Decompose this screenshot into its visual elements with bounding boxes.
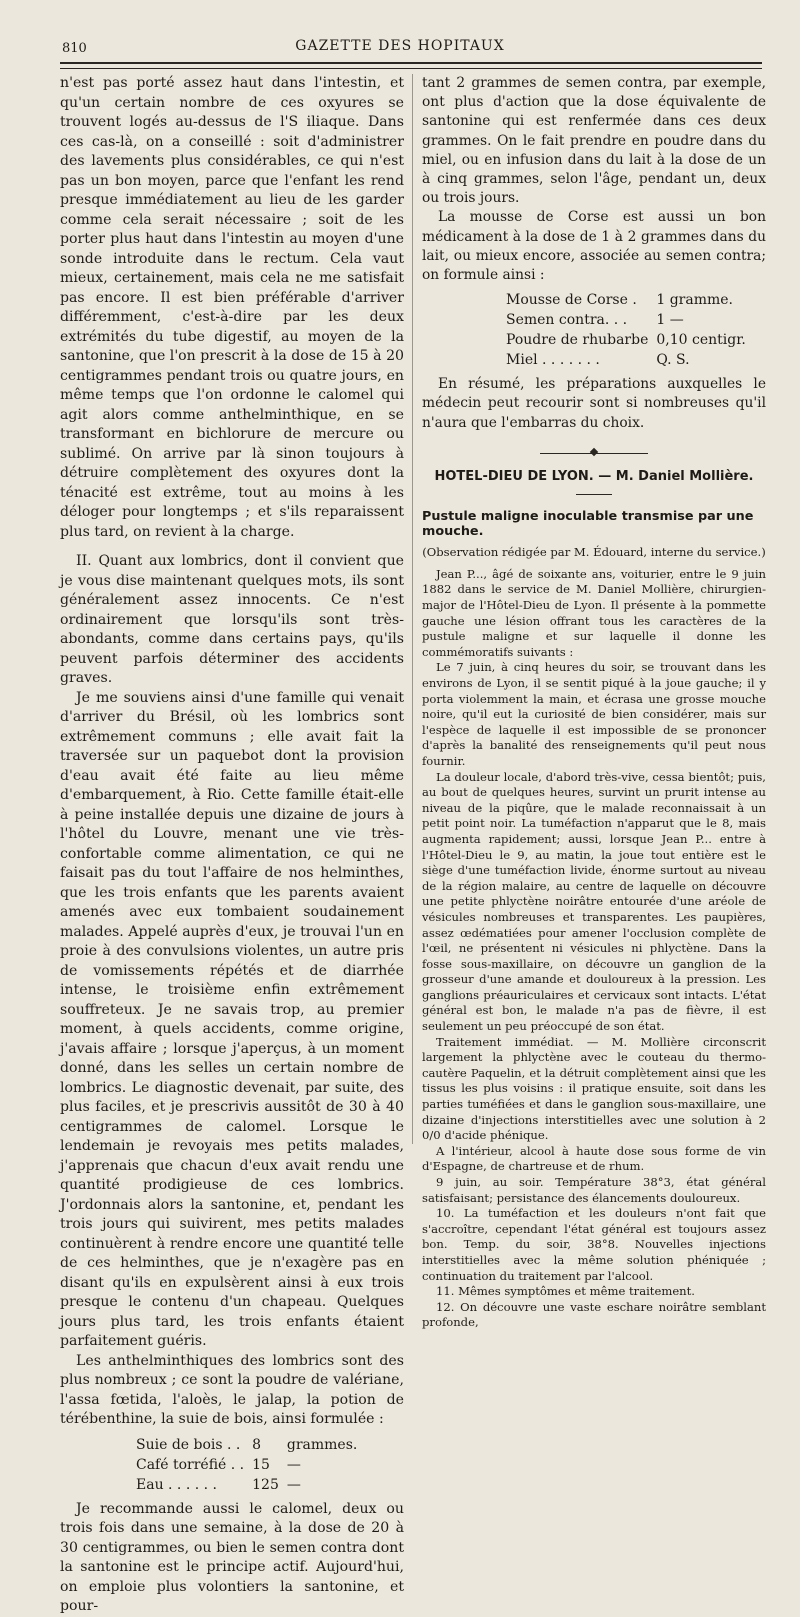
formula-row bbox=[506, 350, 746, 370]
formula-row bbox=[506, 310, 746, 330]
section-separator bbox=[422, 443, 766, 463]
running-title: GAZETTE DES HOPITAUX bbox=[295, 38, 505, 54]
right-column bbox=[422, 74, 766, 1331]
article-paragraph: La douleur locale, d'abord très-vive, cessa bientôt; puis, au bout de quelques heures, survint un prurit intense au niveau de la piqûre, que le malade reconnaissait à un petit point noir. La tuméfaction n'apparut que le 8, mais augmenta rapidement; aussi, lorsque Jean P... entre à l'Hôtel-Dieu le 9, au matin, la joue tout entière est le siège d'une tuméfaction livide, énorme surtout au niveau de la région malaire, au centre de laquelle on découvre une petite phlyctène noirâtre entourée d'une aréole de vésicules nombreuses et transparentes. Les paupières, assez œdématiées pour amener l'occlusion complète de l'œil, ne présentent ni vésicules ni phlyctène. Dans la fosse sous-maxillaire, on découvre un ganglion de la grosseur d'une amande et douloureux à la pression. Les ganglions préauriculaires et cervicaux sont intacts. L'état général est bon, le malade n'a pas de fièvre, il est seulement un peu préoccupé de son état. bbox=[422, 769, 766, 1034]
formula-row bbox=[506, 290, 746, 310]
formula-item: Café torréfié . . bbox=[136, 1456, 245, 1473]
heading-rule bbox=[576, 494, 612, 495]
left-paragraph-1: n'est pas porté assez haut dans l'intestin, et qu'un certain nombre de ces oxyures se trouvent logés au-dessus de l'S iliaque. Dans ces cas-là, on a conseillé : soit d'administrer des lavements plus considérables, ce qui n'est pas un bon moyen, parce que l'enfant les rend presque immédiatement au lieu de les garder comme cela serait nécessaire ; soit de les porter plus haut dans l'intestin au moyen d'une sonde introduite dans le rectum. Cela vaut mieux, certainement, mais cela ne me satisfait pas encore. Il est bien préférable d'arriver différemment, c'est-à-dire par les deux extrémités du tube digestif, au moyen de la santonine, que l'on prescrit à la dose de 15 à 20 centigrammes pendant trois ou quatre jours, en même temps que l'on ordonne le calomel qui agit alors comme anthelminthique, en se transformant en bichlorure de mercure ou sublimé. On arrive par là sinon toujours à détruire complètement des oxyures dont la ténacité est extrême, tout au moins à les déloger pour longtemps ; et s'ils reparaissent plus tard, on revient à la charge. bbox=[60, 75, 404, 540]
column-divider bbox=[412, 74, 413, 1144]
formula-item: Miel . . . . . . . bbox=[506, 352, 600, 369]
formula-row bbox=[136, 1435, 357, 1455]
observation-note: (Observation rédigée par M. Édouard, interne du service.) bbox=[422, 544, 766, 559]
article-paragraph: 11. Mêmes symptômes et même traitement. bbox=[436, 1284, 695, 1299]
formula-item: Suie de bois . . bbox=[136, 1436, 241, 1453]
right-paragraph-2: La mousse de Corse est aussi un bon médicament à la dose de 1 à 2 grammes dans du lait, ou mieux encore, associée au semen contra; on formule ainsi : bbox=[422, 209, 766, 284]
formula-suie bbox=[136, 1435, 357, 1495]
formula-qty: 15 bbox=[252, 1456, 270, 1473]
section-heading: HOTEL-DIEU DE LYON. — M. Daniel Mollière. bbox=[434, 468, 754, 484]
right-paragraph-3: En résumé, les préparations auxquelles le médecin peut recourir sont si nombreuses qu'il n'aura que l'embarras du choix. bbox=[422, 376, 766, 431]
right-paragraph-1: tant 2 grammes de semen contra, par exemple, ont plus d'action que la dose équivalente de santonine qui est renfermée dans ces deux grammes. On le fait prendre en poudre dans du miel, ou en infusion dans du lait à la dose de un à cinq grammes, selon l'âge, pendant un, deux ou trois jours. bbox=[422, 75, 766, 207]
article-title: Pustule maligne inoculable transmise par une mouche. bbox=[422, 508, 754, 539]
article-paragraph: Le 7 juin, à cinq heures du soir, se trouvant dans les environs de Lyon, il se sentit piqué à la joue gauche; il y porta violemment la main, et écrasa une grosse mouche noire, qu'il eut la curiosité de bien considérer, mais sur l'espèce de laquelle il est impossible de se prononcer d'après la banalité des renseignements qu'il peut nous fournir. bbox=[422, 660, 766, 768]
left-paragraph-2: II. Quant aux lombrics, dont il convient que je vous dise maintenant quelques mots, ils sont généralement assez innocents. Ce n'est ordinairement que lorsqu'ils sont très-abondants, comme dans certains pays, qu'ils peuvent parfois déterminer des accidents graves. bbox=[60, 553, 404, 686]
formula-item: Eau . . . . . . bbox=[136, 1476, 217, 1493]
article-paragraph: 9 juin, au soir. Température 38°3, état général satisfaisant; persistance des élancements douloureux. bbox=[422, 1175, 766, 1205]
formula-qty: 1 — bbox=[656, 312, 684, 329]
formula-qty: 1 gramme. bbox=[656, 292, 734, 309]
page-number: 810 bbox=[62, 41, 87, 56]
article-paragraph: Jean P..., âgé de soixante ans, voiturier, entre le 9 juin 1882 dans le service de M. Daniel Mollière, chirurgien-major de l'Hôtel-Dieu de Lyon. Il présente à la pommette gauche une lésion offrant tous les caractères de la pustule maligne et sur laquelle il donne les commémoratifs suivants : bbox=[422, 566, 766, 659]
formula-row bbox=[136, 1455, 357, 1475]
left-paragraph-5: Je recommande aussi le calomel, deux ou trois fois dans une semaine, à la dose de 20 à 30 centigrammes, ou bien le semen contra dont la santonine est le principe actif. Aujourd'hui, on emploie plus volontiers la santonine, et pour- bbox=[60, 1500, 404, 1614]
formula-row bbox=[506, 330, 746, 350]
header-rule bbox=[60, 62, 762, 69]
left-paragraph-3: Je me souviens ainsi d'une famille qui venait d'arriver du Brésil, où les lombrics sont extrêmement communs ; elle avait fait la traversée sur un paquebot dont la provision d'eau avait été faite au lieu même d'embarquement, à Rio. Cette famille était-elle à peine installée depuis une dizaine de jours à l'hôtel du Louvre, menant une vie très-confortable comme alimentation, ce qui ne faisait pas du tout l'affaire de nos helminthes, que les trois enfants que les parents avaient amenés avec eux tombaient soudainement malades. Appelé auprès d'eux, je trouvai l'un en proie à des convulsions violentes, un autre pris de vomissements répétés et de diarrhée intense, le troisième enfin extrêmement souffreteux. Je ne savais trop, au premier moment, à quels accidents, comme origine, j'avais affaire ; lorsque j'aperçus, à un moment donné, dans les selles un certain nombre de lombrics. Le diagnostic devenait, par suite, des plus faciles, et je prescrivis aussitôt de 30 à 40 centigrammes de calomel. Lorsque le lendemain je revoyais mes petits malades, j'apprenais que chacun d'eux avait rendu une quantité prodigieuse de ces lombrics. J'ordonnais alors la santonine, et, pendant les trois jours qui suivirent, mes petits malades continuèrent à rendre encore une quantité telle de ces helminthes, que je n'exagère pas en disant qu'ils en expulsèrent ainsi à eux trois presque le contenu d'un chapeau. Quelques jours plus tard, les trois enfants étaient parfaitement guéris. bbox=[60, 689, 404, 1349]
formula-mousse bbox=[506, 290, 746, 370]
formula-unit: grammes. bbox=[286, 1436, 358, 1453]
formula-qty: Q. S. bbox=[656, 352, 690, 369]
formula-qty: 8 bbox=[252, 1436, 262, 1453]
left-column bbox=[60, 74, 404, 1617]
formula-item: Poudre de rhubarbe bbox=[506, 332, 649, 349]
formula-unit: — bbox=[286, 1476, 301, 1493]
article-paragraph: 12. On découvre une vaste eschare noirâtre semblant profonde, bbox=[422, 1299, 766, 1330]
formula-item: Mousse de Corse . bbox=[506, 292, 637, 309]
separator-ornament bbox=[590, 448, 598, 456]
formula-unit: — bbox=[286, 1456, 301, 1473]
formula-item: Semen contra. . . bbox=[506, 312, 628, 329]
formula-row bbox=[136, 1475, 357, 1495]
article-paragraph: A l'intérieur, alcool à haute dose sous forme de vin d'Espagne, de chartreuse et de rhum. bbox=[422, 1143, 766, 1174]
article-paragraph: Traitement immédiat. — M. Mollière circonscrit largement la phlyctène avec le couteau du thermo-cautère Paquelin, et la détruit complètement ainsi que les tissus les plus voisins : il pratique ensuite, soit dans les parties tuméfiées et dans le ganglion sous-maxillaire, une dizaine d'injections interstitielles avec une solution à 2 0/0 d'acide phénique. bbox=[422, 1034, 766, 1143]
formula-qty: 125 bbox=[252, 1476, 279, 1493]
formula-qty: 0,10 centigr. bbox=[656, 332, 746, 349]
article-paragraph: 10. La tuméfaction et les douleurs n'ont fait que s'accroître, cependant l'état général est toujours assez bon. Temp. du soir, 38°8. Nouvelles injections interstitielles avec la même solution phéniquée ; continuation du traitement par l'alcool. bbox=[422, 1206, 766, 1283]
left-paragraph-4: Les anthelminthiques des lombrics sont des plus nombreux ; ce sont la poudre de valériane, l'assa fœtida, l'aloès, le jalap, la potion de térébenthine, la suie de bois, ainsi formulée : bbox=[60, 1352, 404, 1427]
